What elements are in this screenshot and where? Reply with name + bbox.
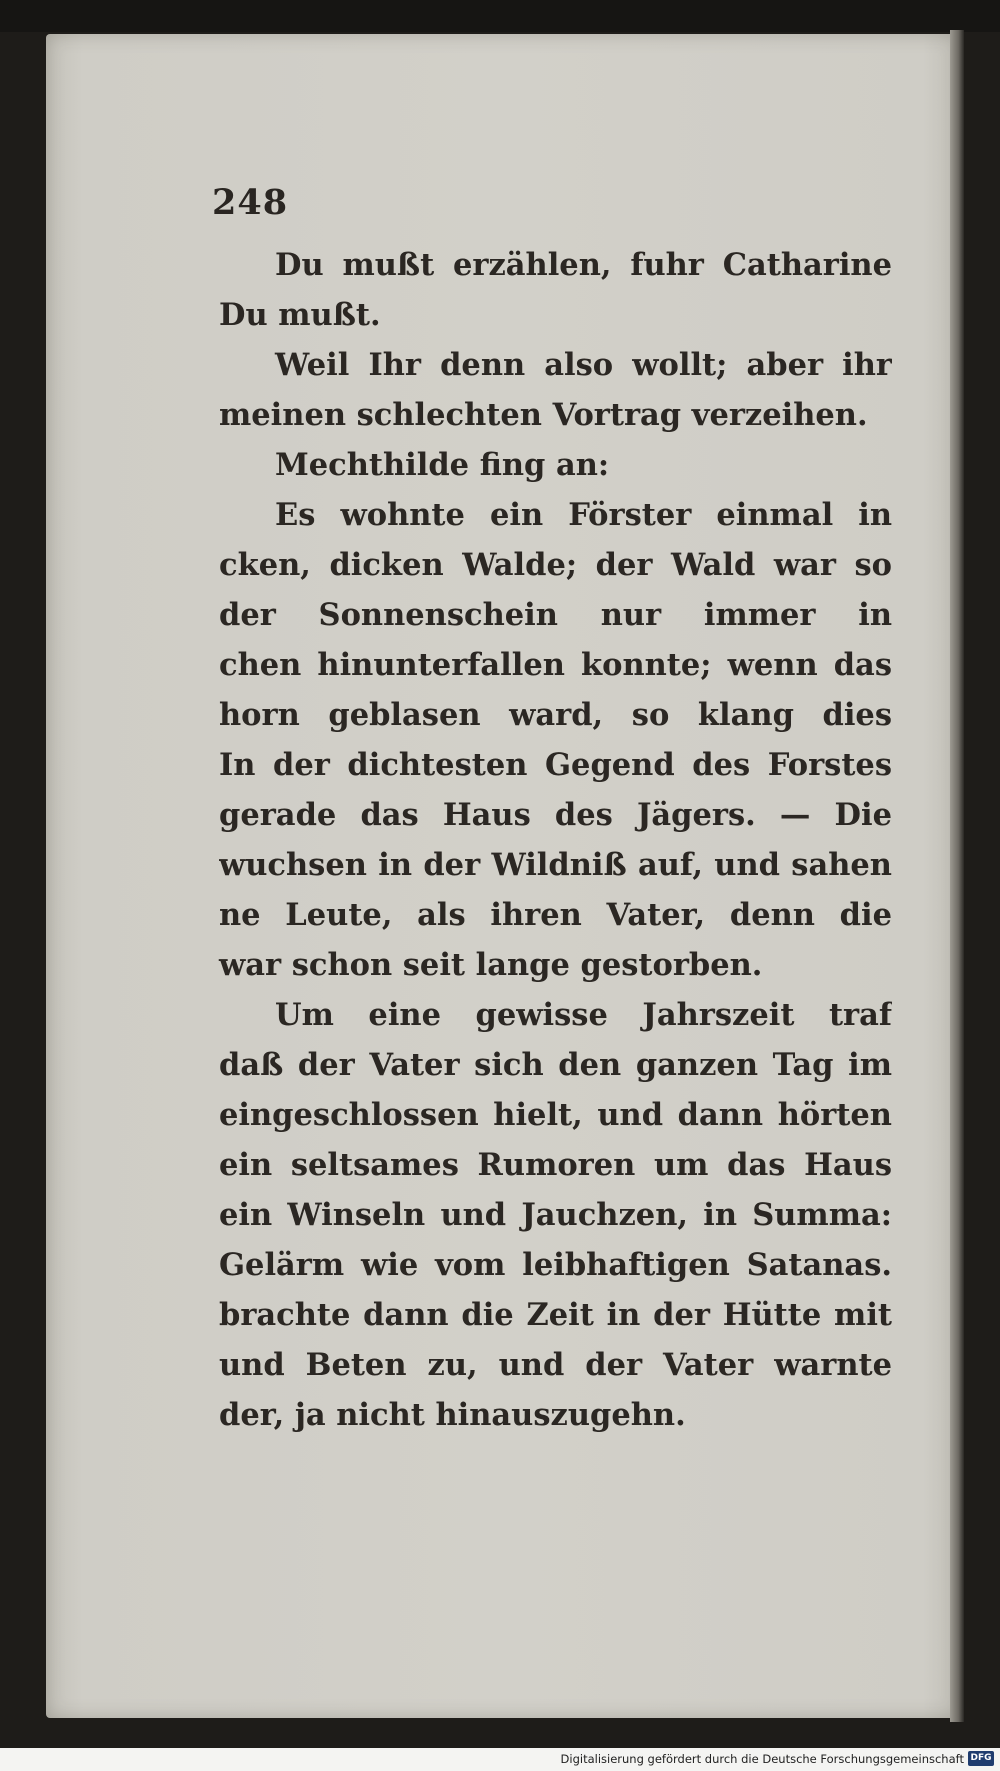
text-line: daß der Vater sich den ganzen Tag im bbox=[219, 1047, 892, 1083]
text-line: ein Winseln und Jauchzen, in Summa: bbox=[219, 1197, 892, 1233]
funding-credit: Digitalisierung gefördert durch die Deutsche Forschungsgemeinschaft bbox=[560, 1752, 964, 1766]
text-line: und Beten zu, und der Vater warnte bbox=[219, 1347, 892, 1383]
text-line: gerade das Haus des Jägers. — Die bbox=[219, 797, 892, 833]
text-line: Du mußt erzählen, fuhr Catharine bbox=[275, 247, 892, 283]
text-line: horn geblasen ward, so klang dies bbox=[219, 697, 892, 733]
page-body-text bbox=[219, 240, 892, 1440]
text-line: Gelärm wie vom leibhaftigen Satanas. bbox=[219, 1247, 892, 1283]
text-line: wuchsen in der Wildniß auf, und sahen bbox=[219, 847, 892, 883]
page-number: 248 bbox=[212, 182, 289, 223]
dfg-logo-icon: DFG bbox=[968, 1751, 994, 1766]
text-line: Mechthilde fing an: bbox=[275, 447, 610, 483]
text-line: cken, dicken Walde; der Wald war so bbox=[219, 547, 892, 583]
page-edge bbox=[950, 30, 964, 1722]
text-line: brachte dann die Zeit in der Hütte mit bbox=[219, 1297, 892, 1333]
text-line: Du mußt. bbox=[219, 297, 381, 333]
text-line: eingeschlossen hielt, und dann hörten bbox=[219, 1097, 892, 1133]
scan-background-top bbox=[0, 0, 1000, 32]
text-line: Um eine gewisse Jahrszeit traf bbox=[275, 997, 892, 1033]
text-line: der Sonnenschein nur immer in bbox=[219, 597, 892, 633]
text-line: In der dichtesten Gegend des Forstes bbox=[219, 747, 892, 783]
text-line: Weil Ihr denn also wollt; aber ihr bbox=[275, 347, 892, 383]
text-line: meinen schlechten Vortrag verzeihen. bbox=[219, 397, 868, 433]
text-line: ne Leute, als ihren Vater, denn die bbox=[219, 897, 892, 933]
text-line: chen hinunterfallen konnte; wenn das bbox=[219, 647, 892, 683]
text-line: war schon seit lange gestorben. bbox=[219, 947, 763, 983]
text-line: Es wohnte ein Förster einmal in bbox=[275, 497, 892, 533]
text-line: der, ja nicht hinauszugehn. bbox=[219, 1397, 686, 1433]
text-line: ein seltsames Rumoren um das Haus bbox=[219, 1147, 892, 1183]
